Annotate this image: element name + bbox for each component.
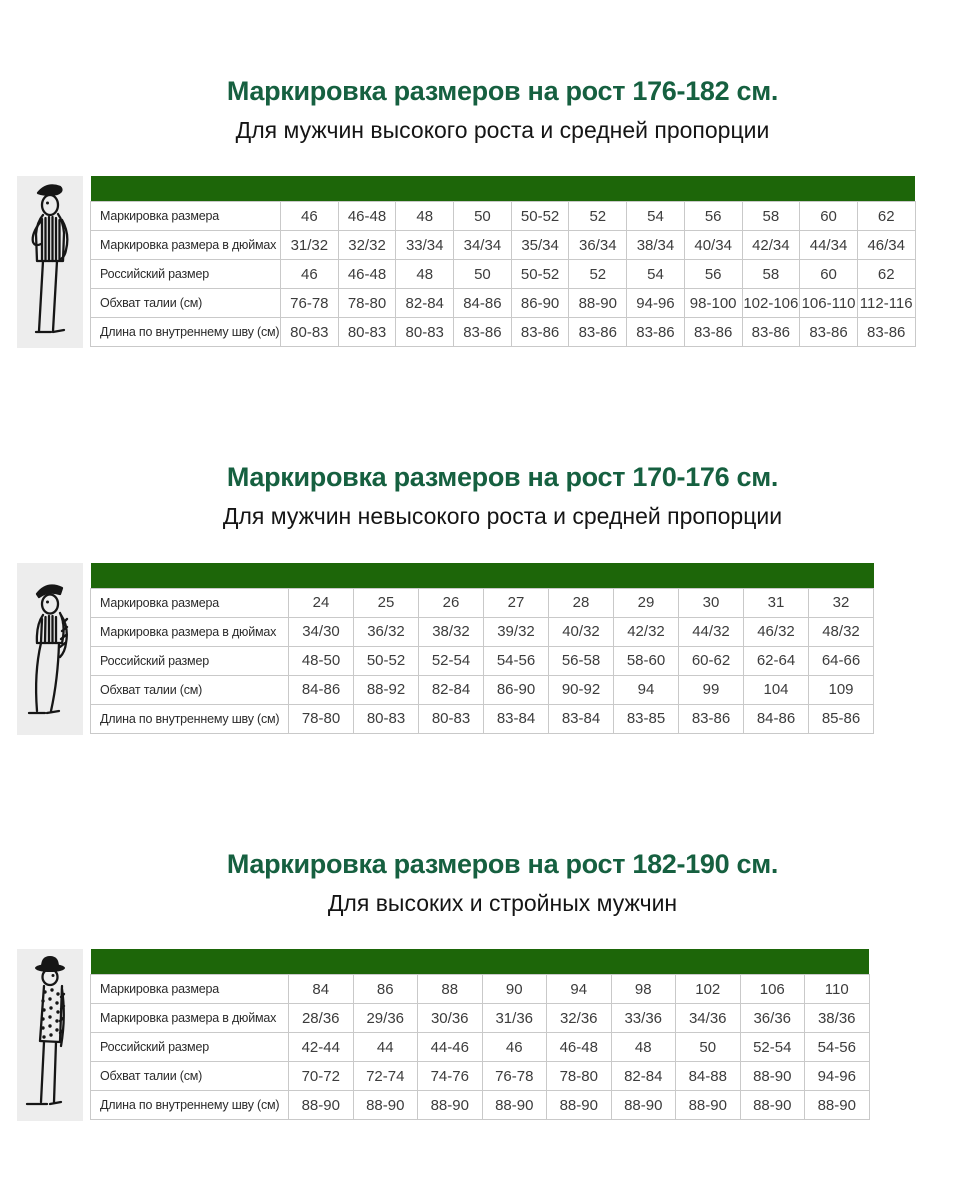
man-short-beret-striped-shirt-icon bbox=[17, 563, 83, 735]
size-chart bbox=[0, 949, 958, 1121]
size-cell: 24 bbox=[289, 588, 354, 617]
size-cell: 54 bbox=[627, 202, 685, 231]
size-cell: 27 bbox=[484, 588, 549, 617]
size-cell: 50 bbox=[454, 260, 512, 289]
table-row bbox=[91, 202, 916, 231]
size-cell: 40/32 bbox=[549, 617, 614, 646]
size-cell: 28 bbox=[549, 588, 614, 617]
size-cell: 60 bbox=[800, 260, 858, 289]
size-cell: 88-90 bbox=[740, 1091, 805, 1120]
size-cell: 50-52 bbox=[354, 646, 419, 675]
size-cell: 85-86 bbox=[809, 704, 874, 733]
row-label: Маркировка размера bbox=[91, 588, 289, 617]
size-cell: 80-83 bbox=[338, 318, 396, 347]
size-table bbox=[90, 949, 870, 1120]
size-cell: 30/36 bbox=[418, 1004, 483, 1033]
size-cell: 102 bbox=[676, 975, 741, 1004]
size-cell: 29 bbox=[614, 588, 679, 617]
row-label: Обхват талии (см) bbox=[91, 289, 281, 318]
size-cell: 31 bbox=[744, 588, 809, 617]
size-cell: 82-84 bbox=[396, 289, 454, 318]
size-cell: 42/34 bbox=[742, 231, 800, 260]
section-height-182-190 bbox=[0, 849, 958, 1121]
size-cell: 31/36 bbox=[482, 1004, 547, 1033]
size-cell: 109 bbox=[809, 675, 874, 704]
size-cell: 82-84 bbox=[419, 675, 484, 704]
table-row bbox=[91, 704, 874, 733]
size-cell: 88-90 bbox=[482, 1091, 547, 1120]
size-cell: 99 bbox=[679, 675, 744, 704]
size-cell: 82-84 bbox=[611, 1062, 676, 1091]
size-cell: 74-76 bbox=[418, 1062, 483, 1091]
size-cell: 70-72 bbox=[289, 1062, 354, 1091]
size-cell: 52-54 bbox=[419, 646, 484, 675]
row-label: Маркировка размера в дюймах bbox=[91, 231, 281, 260]
size-cell: 35/34 bbox=[511, 231, 569, 260]
size-cell: 30 bbox=[679, 588, 744, 617]
size-cell: 94-96 bbox=[627, 289, 685, 318]
size-cell: 83-86 bbox=[857, 318, 915, 347]
table-row bbox=[91, 231, 916, 260]
size-cell: 112-116 bbox=[857, 289, 915, 318]
size-cell: 52 bbox=[569, 260, 627, 289]
size-cell: 62-64 bbox=[744, 646, 809, 675]
size-cell: 56 bbox=[684, 260, 742, 289]
table-row bbox=[91, 646, 874, 675]
size-cell: 88-90 bbox=[740, 1062, 805, 1091]
size-cell: 83-86 bbox=[627, 318, 685, 347]
size-cell: 83-86 bbox=[684, 318, 742, 347]
size-cell: 98 bbox=[611, 975, 676, 1004]
section-height-176-182 bbox=[0, 0, 958, 348]
size-cell: 48 bbox=[611, 1033, 676, 1062]
size-cell: 94-96 bbox=[805, 1062, 870, 1091]
row-label: Российский размер bbox=[91, 260, 281, 289]
size-cell: 80-83 bbox=[396, 318, 454, 347]
size-cell: 44 bbox=[353, 1033, 418, 1062]
size-cell: 88-90 bbox=[569, 289, 627, 318]
size-cell: 98-100 bbox=[684, 289, 742, 318]
row-label: Обхват талии (см) bbox=[91, 675, 289, 704]
man-tall-bowler-hat-dotted-shirt-icon bbox=[17, 949, 83, 1121]
size-cell: 76-78 bbox=[482, 1062, 547, 1091]
size-cell: 102-106 bbox=[742, 289, 800, 318]
size-cell: 94 bbox=[547, 975, 612, 1004]
size-cell: 88-90 bbox=[289, 1091, 354, 1120]
row-label: Обхват талии (см) bbox=[91, 1062, 289, 1091]
size-cell: 86-90 bbox=[484, 675, 549, 704]
size-table bbox=[90, 563, 874, 734]
size-cell: 84-86 bbox=[454, 289, 512, 318]
section-title: Маркировка размеров на рост 176-182 см. bbox=[226, 76, 779, 106]
size-cell: 78-80 bbox=[289, 704, 354, 733]
size-cell: 84-86 bbox=[744, 704, 809, 733]
size-cell: 83-86 bbox=[742, 318, 800, 347]
size-cell: 46-48 bbox=[338, 260, 396, 289]
size-cell: 33/36 bbox=[611, 1004, 676, 1033]
size-cell: 88-90 bbox=[805, 1091, 870, 1120]
size-cell: 54 bbox=[627, 260, 685, 289]
size-cell: 46-48 bbox=[338, 202, 396, 231]
size-cell: 28/36 bbox=[289, 1004, 354, 1033]
size-cell: 26 bbox=[419, 588, 484, 617]
row-label: Маркировка размера в дюймах bbox=[91, 1004, 289, 1033]
table-row bbox=[91, 588, 874, 617]
man-tall-beret-striped-shirt-icon bbox=[17, 176, 83, 348]
size-cell: 36/36 bbox=[740, 1004, 805, 1033]
size-cell: 32/32 bbox=[338, 231, 396, 260]
size-cell: 52-54 bbox=[740, 1033, 805, 1062]
size-cell: 44/34 bbox=[800, 231, 858, 260]
size-cell: 58 bbox=[742, 202, 800, 231]
size-cell: 46/32 bbox=[744, 617, 809, 646]
table-row bbox=[91, 1004, 870, 1033]
size-cell: 46 bbox=[281, 202, 339, 231]
size-cell: 25 bbox=[354, 588, 419, 617]
section-title: Маркировка размеров на рост 182-190 см. bbox=[226, 848, 779, 879]
size-cell: 40/34 bbox=[684, 231, 742, 260]
size-cell: 62 bbox=[857, 260, 915, 289]
size-cell: 84-86 bbox=[289, 675, 354, 704]
size-cell: 90 bbox=[482, 975, 547, 1004]
row-label: Длина по внутреннему шву (см) bbox=[91, 1091, 289, 1120]
size-cell: 48 bbox=[396, 202, 454, 231]
size-cell: 34/30 bbox=[289, 617, 354, 646]
size-cell: 106-110 bbox=[800, 289, 858, 318]
size-cell: 33/34 bbox=[396, 231, 454, 260]
section-subtitle: Для высоких и стройных мужчин bbox=[327, 889, 678, 916]
figure-box bbox=[17, 949, 83, 1121]
size-cell: 83-86 bbox=[454, 318, 512, 347]
size-cell: 44-46 bbox=[418, 1033, 483, 1062]
size-cell: 46 bbox=[281, 260, 339, 289]
size-cell: 62 bbox=[857, 202, 915, 231]
figure-box bbox=[17, 563, 83, 735]
size-cell: 83-85 bbox=[614, 704, 679, 733]
table-header-bar bbox=[91, 176, 916, 202]
size-cell: 88-90 bbox=[353, 1091, 418, 1120]
size-cell: 106 bbox=[740, 975, 805, 1004]
size-cell: 52 bbox=[569, 202, 627, 231]
size-cell: 38/34 bbox=[627, 231, 685, 260]
size-cell: 58 bbox=[742, 260, 800, 289]
row-label: Длина по внутреннему шву (см) bbox=[91, 704, 289, 733]
size-cell: 39/32 bbox=[484, 617, 549, 646]
size-cell: 36/34 bbox=[569, 231, 627, 260]
row-label: Российский размер bbox=[91, 1033, 289, 1062]
size-cell: 83-84 bbox=[549, 704, 614, 733]
size-cell: 104 bbox=[744, 675, 809, 704]
size-cell: 29/36 bbox=[353, 1004, 418, 1033]
size-chart bbox=[0, 563, 958, 735]
table-row bbox=[91, 1062, 870, 1091]
size-cell: 60 bbox=[800, 202, 858, 231]
table-row bbox=[91, 289, 916, 318]
size-cell: 78-80 bbox=[338, 289, 396, 318]
size-cell: 48-50 bbox=[289, 646, 354, 675]
table-row bbox=[91, 617, 874, 646]
row-label: Длина по внутреннему шву (см) bbox=[91, 318, 281, 347]
figure-box bbox=[17, 176, 83, 348]
size-cell: 88-90 bbox=[418, 1091, 483, 1120]
size-cell: 32/36 bbox=[547, 1004, 612, 1033]
table-row bbox=[91, 1033, 870, 1062]
size-cell: 86-90 bbox=[511, 289, 569, 318]
size-cell: 50-52 bbox=[511, 202, 569, 231]
size-cell: 48 bbox=[396, 260, 454, 289]
table-row bbox=[91, 260, 916, 289]
row-label: Российский размер bbox=[91, 646, 289, 675]
size-cell: 88-90 bbox=[547, 1091, 612, 1120]
size-cell: 80-83 bbox=[354, 704, 419, 733]
size-cell: 84 bbox=[289, 975, 354, 1004]
size-cell: 83-86 bbox=[511, 318, 569, 347]
table-header-bar bbox=[91, 949, 870, 975]
size-table bbox=[90, 176, 916, 347]
table-header-bar bbox=[91, 563, 874, 589]
table-row bbox=[91, 975, 870, 1004]
size-chart bbox=[0, 176, 958, 348]
size-cell: 110 bbox=[805, 975, 870, 1004]
size-cell: 50 bbox=[676, 1033, 741, 1062]
size-cell: 76-78 bbox=[281, 289, 339, 318]
size-cell: 50 bbox=[454, 202, 512, 231]
size-cell: 34/36 bbox=[676, 1004, 741, 1033]
size-cell: 38/32 bbox=[419, 617, 484, 646]
section-height-170-176 bbox=[0, 462, 958, 734]
size-cell: 90-92 bbox=[549, 675, 614, 704]
size-cell: 44/32 bbox=[679, 617, 744, 646]
size-cell: 31/32 bbox=[281, 231, 339, 260]
size-cell: 83-86 bbox=[800, 318, 858, 347]
table-row bbox=[91, 1091, 870, 1120]
table-row bbox=[91, 675, 874, 704]
size-cell: 54-56 bbox=[805, 1033, 870, 1062]
size-cell: 34/34 bbox=[454, 231, 512, 260]
size-cell: 72-74 bbox=[353, 1062, 418, 1091]
size-cell: 88-92 bbox=[354, 675, 419, 704]
size-cell: 50-52 bbox=[511, 260, 569, 289]
size-cell: 48/32 bbox=[809, 617, 874, 646]
table-row bbox=[91, 318, 916, 347]
size-cell: 88 bbox=[418, 975, 483, 1004]
size-cell: 36/32 bbox=[354, 617, 419, 646]
size-cell: 38/36 bbox=[805, 1004, 870, 1033]
size-cell: 46-48 bbox=[547, 1033, 612, 1062]
section-title: Маркировка размеров на рост 170-176 см. bbox=[226, 462, 779, 493]
size-cell: 83-86 bbox=[569, 318, 627, 347]
section-subtitle: Для мужчин невысокого роста и средней пропорции bbox=[222, 503, 783, 530]
size-cell: 58-60 bbox=[614, 646, 679, 675]
size-cell: 86 bbox=[353, 975, 418, 1004]
size-cell: 88-90 bbox=[676, 1091, 741, 1120]
size-cell: 42-44 bbox=[289, 1033, 354, 1062]
size-cell: 56 bbox=[684, 202, 742, 231]
size-cell: 32 bbox=[809, 588, 874, 617]
size-cell: 80-83 bbox=[281, 318, 339, 347]
size-cell: 78-80 bbox=[547, 1062, 612, 1091]
size-cell: 60-62 bbox=[679, 646, 744, 675]
size-cell: 42/32 bbox=[614, 617, 679, 646]
size-cell: 64-66 bbox=[809, 646, 874, 675]
size-cell: 46/34 bbox=[857, 231, 915, 260]
size-cell: 54-56 bbox=[484, 646, 549, 675]
row-label: Маркировка размера в дюймах bbox=[91, 617, 289, 646]
row-label: Маркировка размера bbox=[91, 975, 289, 1004]
size-cell: 83-84 bbox=[484, 704, 549, 733]
size-cell: 80-83 bbox=[419, 704, 484, 733]
size-cell: 46 bbox=[482, 1033, 547, 1062]
size-cell: 83-86 bbox=[679, 704, 744, 733]
section-subtitle: Для мужчин высокого роста и средней пропорции bbox=[235, 117, 770, 144]
size-cell: 84-88 bbox=[676, 1062, 741, 1091]
bottom-whitespace bbox=[0, 1121, 958, 1196]
row-label: Маркировка размера bbox=[91, 202, 281, 231]
size-cell: 88-90 bbox=[611, 1091, 676, 1120]
size-cell: 56-58 bbox=[549, 646, 614, 675]
size-cell: 94 bbox=[614, 675, 679, 704]
